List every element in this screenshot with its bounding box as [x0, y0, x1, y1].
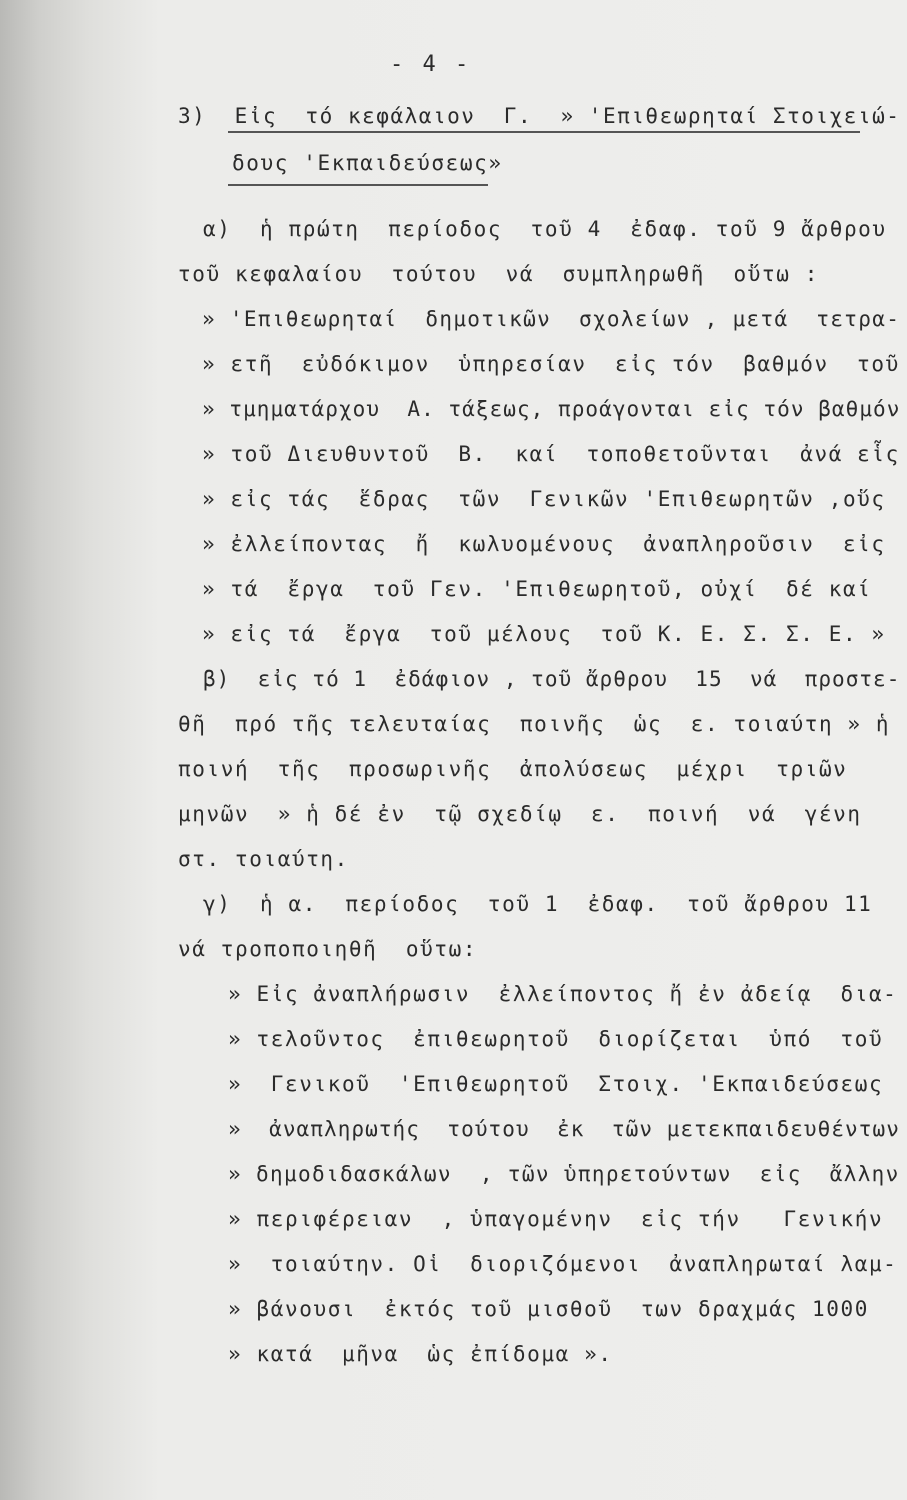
- text-line: » ἐλλείποντας ἤ κωλυομένους ἀναπληροῦσιν εἰς: [202, 532, 886, 556]
- text-line: » εἰς τάς ἕδρας τῶν Γενικῶν 'Επιθεωρητῶν ,οὕς: [202, 487, 886, 511]
- text-line: » τοιαύτην. Οἱ διοριζόμενοι ἀναπληρωταί λαμ-: [228, 1252, 898, 1276]
- text-line: στ. τοιαύτη.: [178, 847, 349, 871]
- text-line: » τοῦ Διευθυντοῦ Β. καί τοποθετοῦνται ἀνά εἷς: [202, 442, 900, 466]
- text-line: ποινή τῆς προσωρινῆς ἀπολύσεως μέχρι τριῶν: [178, 757, 848, 781]
- section-heading-continued: δους 'Εκπαιδεύσεως»: [232, 151, 503, 175]
- text-line: μηνῶν » ἡ δέ ἐν τῷ σχεδίῳ ε. ποινή νά γένη: [178, 802, 862, 826]
- text-line: » ετῆ εὐδόκιμον ὑπηρεσίαν εἰς τόν βαθμόν τοῦ: [202, 352, 900, 376]
- text-line: α) ἡ πρώτη περίοδος τοῦ 4 ἐδαφ. τοῦ 9 ἄρθρου: [203, 217, 887, 241]
- text-line: θῆ πρό τῆς τελευταίας ποινῆς ὡς ε. τοιαύτη » ἡ: [178, 712, 891, 736]
- text-line: τοῦ κεφαλαίου τούτου νά συμπληρωθῆ οὕτω :: [178, 262, 819, 286]
- text-line: γ) ἡ α. περίοδος τοῦ 1 ἐδαφ. τοῦ ἄρθρου 11: [203, 892, 873, 916]
- text-line: » βάνουσι ἐκτός τοῦ μισθοῦ των δραχμάς 1000: [228, 1297, 869, 1321]
- text-line: » δημοδιδασκάλων , τῶν ὑπηρετούντων εἰς ἄλλην: [228, 1162, 900, 1186]
- text-line: » περιφέρειαν , ὑπαγομένην εἰς τήν Γενικήν: [228, 1207, 884, 1231]
- text-line: β) εἰς τό 1 ἐδάφιον , τοῦ ἄρθρου 15 νά προστε-: [203, 667, 901, 691]
- text-line: » Εἰς ἀναπλήρωσιν ἐλλείποντος ἤ ἐν ἀδείᾳ δια-: [228, 982, 898, 1006]
- text-line: » τά ἔργα τοῦ Γεν. 'Επιθεωρητοῦ, οὐχί δέ καί: [202, 577, 872, 601]
- text-line: » τμηματάρχου Α. τάξεως, προάγονται εἰς τόν βαθμόν: [202, 397, 901, 421]
- section-heading: 3) Εἰς τό κεφάλαιον Γ. » 'Επιθεωρηταί Στοιχειώ-: [178, 104, 901, 128]
- page-number: - 4 -: [390, 52, 472, 77]
- text-line: » ἀναπληρωτής τούτου ἐκ τῶν μετεκπαιδευθέντων: [228, 1117, 900, 1141]
- text-line: νά τροποποιηθῆ οὕτω:: [178, 937, 478, 961]
- text-line: » Γενικοῦ 'Επιθεωρητοῦ Στοιχ. 'Εκπαιδεύσεως: [228, 1072, 884, 1096]
- heading-underline-1: [228, 131, 860, 133]
- text-line: » τελοῦντος ἐπιθεωρητοῦ διορίζεται ὑπό τοῦ: [228, 1027, 884, 1051]
- text-line: » 'Επιθεωρηταί δημοτικῶν σχολείων , μετά τετρα-: [202, 307, 901, 331]
- text-line: » εἰς τά ἔργα τοῦ μέλους τοῦ Κ. Ε. Σ. Σ. Ε. »: [202, 622, 886, 646]
- text-line: » κατά μῆνα ὡς ἐπίδομα ».: [228, 1342, 613, 1366]
- heading-underline-2: [228, 184, 488, 186]
